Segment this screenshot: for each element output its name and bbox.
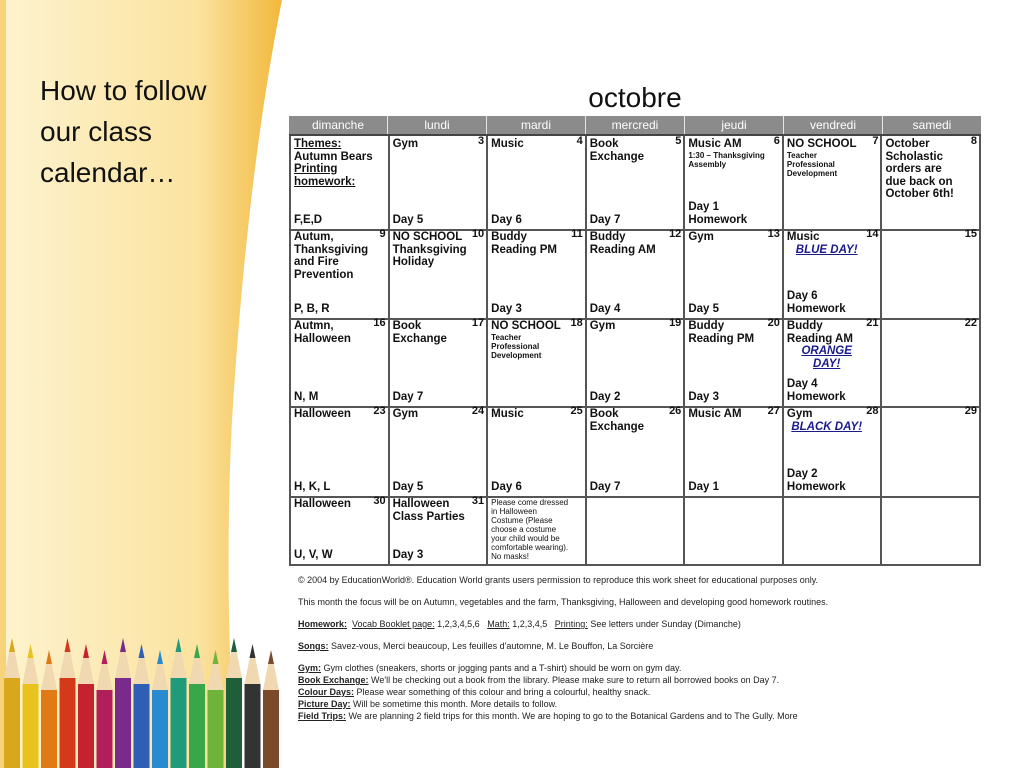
- day-number: 11: [571, 229, 583, 240]
- day-number: 28: [866, 406, 879, 417]
- day-event: Buddy Reading AM: [589, 231, 656, 256]
- calendar-month-title: octobre: [588, 82, 682, 113]
- day-event: Music AM: [688, 138, 742, 150]
- day-number: 19: [669, 318, 682, 329]
- colour-day-label: BLUE DAY!: [795, 243, 858, 256]
- day-cycle-label: Day 4 Homework: [786, 378, 846, 403]
- calendar-week-row: [289, 406, 981, 498]
- calendar-day-cell: [486, 496, 585, 564]
- weekday-header-row: [289, 116, 981, 134]
- book-exchange-value: We'll be checking out a book from the library. Please make sure to return all borrowed books on Day 7.: [371, 675, 780, 685]
- day-event-detail: Teacher Professional Development: [491, 332, 542, 360]
- day-cycle-label: Day 1 Homework: [688, 201, 748, 226]
- calendar-day-cell: [782, 318, 881, 406]
- day-events: [491, 138, 585, 151]
- vocab-value: 1,2,3,4,5,6: [437, 619, 480, 629]
- calendar-day-cell: [486, 136, 585, 229]
- colour-days-value: Please wear something of this colour and bring a colourful, healthy snack.: [356, 687, 651, 697]
- day-number: 9: [379, 229, 386, 240]
- weekday-header-samedi: samedi: [882, 116, 981, 134]
- day-cycle-label: Day 3: [688, 390, 719, 403]
- gym-line: [298, 662, 988, 674]
- day-cycle-label: Day 3: [392, 548, 424, 561]
- day-event: Halloween: [294, 408, 351, 420]
- calendar-day-cell: [388, 136, 487, 229]
- calendar-day-cell: [388, 229, 487, 318]
- day-events: [688, 138, 782, 169]
- calendar-day-cell: [289, 406, 388, 496]
- day-number: 6: [773, 136, 780, 147]
- field-trips-line: [298, 710, 988, 722]
- calendar-day-cell: [289, 318, 388, 406]
- day-cycle-label: Day 6: [491, 480, 522, 493]
- day-number: 20: [767, 318, 780, 329]
- day-event: Music AM: [688, 408, 742, 420]
- day-cycle-label: Day 6: [491, 213, 522, 226]
- day-event: Gym: [688, 231, 714, 243]
- day-event: Halloween: [294, 498, 351, 510]
- calendar-day-cell: [880, 318, 981, 406]
- day-number: 18: [570, 318, 583, 329]
- calendar-day-cell: [585, 136, 684, 229]
- day-number: 5: [675, 136, 682, 147]
- monthly-focus: This month the focus will be on Autumn, vegetables and the farm, Thanksgiving, Halloween and developing good homework routines.: [298, 597, 829, 607]
- day-event: Gym: [392, 408, 419, 420]
- weekday-header-mercredi: mercredi: [585, 116, 684, 134]
- day-event: Halloween Class Parties: [392, 498, 465, 523]
- weekday-header-lundi: lundi: [387, 116, 486, 134]
- vocab-label: Vocab Booklet page:: [352, 619, 435, 629]
- day-number: 17: [471, 318, 485, 329]
- calendar-day-cell: [782, 229, 881, 318]
- calendar-day-cell: [782, 406, 881, 496]
- day-events: [294, 138, 388, 188]
- book-exchange-line: [298, 674, 988, 686]
- calendar-day-cell: [486, 318, 585, 406]
- songs-line: [298, 640, 988, 652]
- day-event: NO SCHOOL: [786, 138, 857, 150]
- day-cycle-label: F,E,D: [294, 213, 323, 226]
- field-trips-label: Field Trips:: [298, 711, 347, 721]
- calendar-day-cell: [388, 496, 487, 564]
- calendar-day-cell: [683, 318, 782, 406]
- day-number: 12: [669, 229, 682, 240]
- day-note: Please come dressed in Halloween Costume (Please choose a costume your child would be comfortable wearing). No masks!: [491, 498, 569, 561]
- calendar-day-cell: [585, 406, 684, 496]
- calendar-day-cell: [880, 496, 981, 564]
- day-cycle-label: Day 5: [688, 302, 719, 315]
- calendar-day-cell: [683, 229, 782, 318]
- printing-value: See letters under Sunday (Dimanche): [590, 619, 741, 629]
- calendar-week-row: [289, 229, 981, 320]
- copyright-note: © 2004 by EducationWorld®. Education World grants users permission to reproduce this work sheet for educational purposes only.: [298, 575, 819, 585]
- day-number: 27: [767, 406, 780, 417]
- calendar-week-row: [289, 496, 981, 566]
- weekday-header-jeudi: jeudi: [684, 116, 783, 134]
- day-event: NO SCHOOL: [491, 320, 561, 332]
- day-event: Book Exchange: [392, 320, 447, 345]
- calendar-grid: [289, 134, 981, 566]
- day-cycle-label: Day 7: [392, 390, 424, 403]
- calendar-day-cell: [782, 136, 881, 229]
- book-exchange-label: Book Exchange:: [298, 675, 369, 685]
- day-event: Gym: [786, 408, 813, 420]
- day-event: Music: [491, 408, 524, 420]
- math-label: Math:: [487, 619, 510, 629]
- day-event: Autum, Thanksgiving and Fire Prevention: [294, 231, 369, 281]
- day-number: 10: [471, 229, 485, 240]
- day-event-detail: Teacher Professional Development: [786, 150, 838, 178]
- day-events: [491, 498, 585, 561]
- weekday-header-dimanche: dimanche: [311, 118, 365, 132]
- calendar-day-cell: [683, 496, 782, 564]
- day-events: [393, 138, 487, 151]
- day-number: 4: [576, 136, 583, 147]
- weekday-header-vendredi: vendredi: [783, 116, 882, 134]
- day-event-detail: 1:30 – Thanksgiving Assembly: [688, 150, 765, 169]
- day-cycle-label: Day 5: [392, 213, 424, 226]
- day-printing-label: Printing homework:: [294, 163, 356, 188]
- homework-line: [298, 618, 988, 630]
- day-event: Buddy Reading PM: [491, 231, 557, 256]
- day-event: Gym: [589, 320, 616, 332]
- day-events: [787, 138, 881, 178]
- day-number: 16: [373, 318, 386, 329]
- gym-label: Gym:: [298, 663, 322, 673]
- day-event: Autumn Bears: [294, 150, 373, 163]
- day-event: Autmn, Halloween: [294, 320, 351, 345]
- day-cycle-label: P, B, R: [294, 302, 330, 315]
- calendar-day-cell: [289, 229, 388, 318]
- calendar-day-cell: [880, 136, 981, 229]
- calendar-day-cell: [388, 318, 487, 406]
- calendar-week-row: [289, 136, 981, 231]
- field-trips-value: We are planning 2 field trips for this month. We are hoping to go to the Botanical Gardens and to The Gully. More: [348, 711, 798, 721]
- picture-day-label: Picture Day:: [298, 699, 351, 709]
- calendar-day-cell: [585, 229, 684, 318]
- day-number: 21: [866, 318, 879, 329]
- day-event: Gym: [392, 138, 419, 150]
- day-cycle-label: Day 6 Homework: [786, 290, 846, 315]
- calendar-day-cell: [683, 406, 782, 496]
- day-number: 26: [669, 406, 682, 417]
- calendar-week-row: [289, 318, 981, 408]
- calendar-day-cell: [289, 496, 388, 564]
- day-cycle-label: Day 4: [589, 302, 621, 315]
- day-cycle-label: Day 7: [589, 480, 621, 493]
- homework-label: Homework:: [298, 619, 348, 629]
- day-cycle-label: Day 5: [392, 480, 424, 493]
- calendar: [289, 80, 981, 564]
- day-number: 7: [872, 136, 879, 147]
- day-events: [885, 138, 979, 201]
- day-event: Buddy Reading PM: [688, 320, 755, 345]
- picture-day-line: [298, 698, 988, 710]
- calendar-notes: [298, 574, 988, 722]
- day-number: 8: [970, 136, 978, 147]
- day-event: Music: [786, 231, 820, 243]
- day-number: 13: [767, 229, 780, 240]
- calendar-day-cell: [486, 406, 585, 496]
- day-number: 15: [964, 229, 978, 240]
- calendar-day-cell: [585, 318, 684, 406]
- day-event: Book Exchange: [589, 408, 645, 433]
- math-value: 1,2,3,4,5: [512, 619, 548, 629]
- picture-day-value: Will be sometime this month. More details to follow.: [353, 699, 558, 709]
- day-cycle-label: N, M: [294, 390, 319, 403]
- day-cycle-label: Day 7: [589, 213, 621, 226]
- printing-label: Printing:: [554, 619, 588, 629]
- colour-days-label: Colour Days:: [298, 687, 355, 697]
- day-number: 30: [373, 496, 386, 507]
- calendar-day-cell: [880, 406, 981, 496]
- calendar-day-cell: [585, 496, 684, 564]
- colour-days-line: [298, 686, 988, 698]
- weekday-header-mardi: mardi: [486, 116, 585, 134]
- calendar-day-cell: [289, 136, 388, 229]
- day-cycle-label: Day 1: [688, 480, 719, 493]
- day-number: 24: [471, 406, 485, 417]
- day-number: 29: [964, 406, 978, 417]
- day-event: Buddy Reading AM: [786, 320, 853, 345]
- calendar-day-cell: [388, 406, 487, 496]
- calendar-day-cell: [880, 229, 981, 318]
- day-number: 3: [478, 136, 485, 147]
- day-number: 22: [964, 318, 978, 329]
- day-cycle-label: Day 2 Homework: [786, 468, 846, 493]
- day-event: Book Exchange: [589, 138, 645, 163]
- colour-day-label: ORANGE DAY!: [801, 345, 852, 370]
- calendar-day-cell: [683, 136, 782, 229]
- day-events: [294, 231, 388, 281]
- songs-value: Savez-vous, Merci beaucoup, Les feuilles d'automne, M. Le Bouffon, La Sorcière: [331, 641, 654, 651]
- day-number: 25: [570, 406, 583, 417]
- day-event: Music: [491, 138, 524, 150]
- day-theme-label: Themes:: [294, 138, 342, 150]
- gym-value: Gym clothes (sneakers, shorts or jogging pants and a T-shirt) should be worn on gym day.: [323, 663, 682, 673]
- colored-pencils-image: [0, 628, 290, 768]
- calendar-day-cell: [486, 229, 585, 318]
- colour-day-label: BLACK DAY!: [791, 420, 863, 433]
- slide-title: How to follow our class calendar…: [40, 75, 207, 188]
- day-number: 23: [373, 406, 386, 417]
- day-events: [590, 138, 684, 163]
- calendar-day-cell: [782, 496, 881, 564]
- day-cycle-label: Day 2: [589, 390, 621, 403]
- day-event: October Scholastic orders are due back on October 6th!: [885, 138, 954, 200]
- day-event: NO SCHOOL Thanksgiving Holiday: [392, 231, 467, 268]
- day-number: 31: [471, 496, 485, 507]
- day-cycle-label: U, V, W: [294, 548, 333, 561]
- day-number: 14: [866, 229, 879, 240]
- day-cycle-label: Day 3: [491, 302, 522, 315]
- day-cycle-label: H, K, L: [294, 480, 331, 493]
- songs-label: Songs:: [298, 641, 329, 651]
